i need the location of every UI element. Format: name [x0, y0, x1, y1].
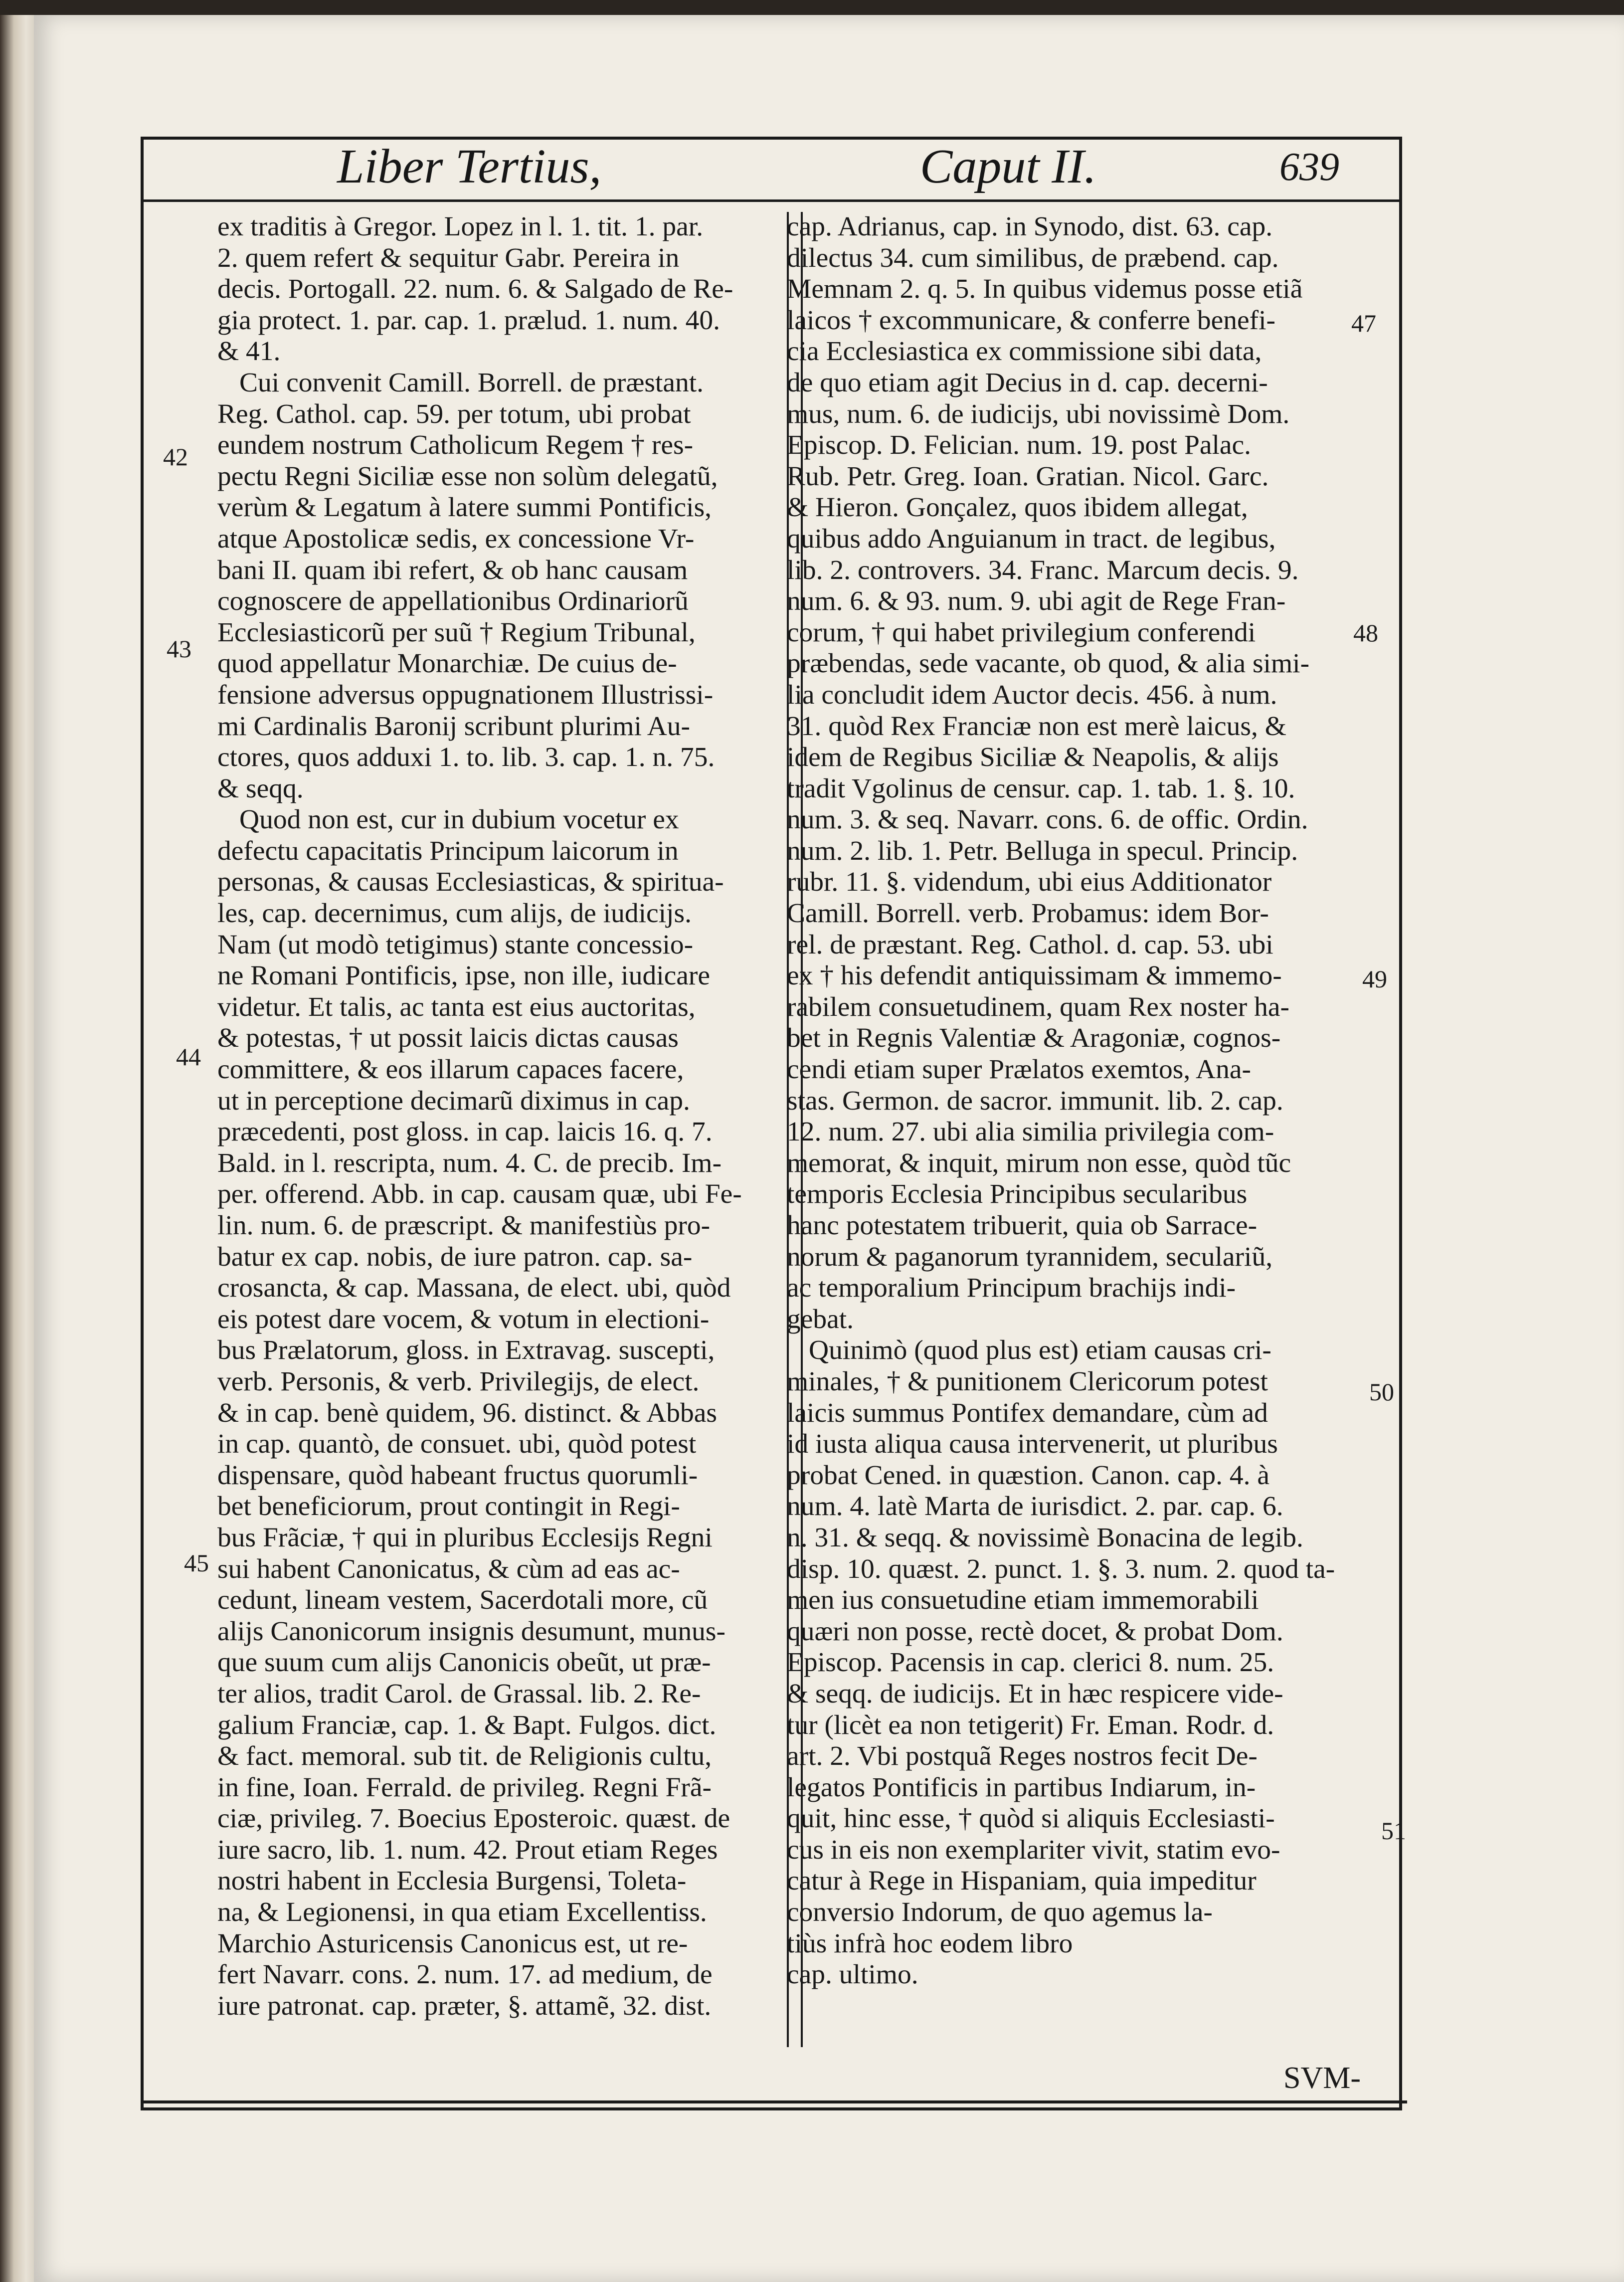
text-line: Memnam 2. q. 5. In quibus videmus posse etiã — [787, 274, 1303, 305]
text-line: lia concludit idem Auctor decis. 456. à num. — [787, 679, 1277, 710]
text-line: committere, & eos illarum capaces facere, — [217, 1054, 684, 1085]
text-line: Camill. Borrell. verb. Probamus: idem Bor- — [787, 898, 1269, 929]
text-line: Rub. Petr. Greg. Ioan. Gratian. Nicol. Garc. — [787, 461, 1269, 492]
text-line: tiùs infrà hoc eodem libro — [787, 1928, 1073, 1959]
text-line: cap. Adrianus, cap. in Synodo, dist. 63. cap. — [787, 211, 1273, 242]
text-line: eundem nostrum Catholicum Regem † res- — [217, 430, 694, 461]
text-line: ex traditis à Gregor. Lopez in l. 1. tit. 1. par. — [217, 211, 704, 242]
text-line: sui habent Canonicatus, & cùm ad eas ac- — [217, 1553, 680, 1584]
text-line: ctores, quos adduxi 1. to. lib. 3. cap. 1. n. 75. — [217, 742, 715, 773]
text-line: idem de Regibus Siciliæ & Neapolis, & alijs — [787, 742, 1279, 773]
text-line: quæri non posse, rectè docet, & probat Dom. — [787, 1616, 1283, 1647]
text-line: bus Frãciæ, † qui in pluribus Ecclesijs Regni — [217, 1522, 713, 1553]
text-line: legatos Pontificis in partibus Indiarum, in- — [787, 1772, 1256, 1803]
text-line: ut in perceptione decimarũ diximus in cap. — [217, 1085, 690, 1116]
text-line: dilectus 34. cum similibus, de præbend. cap. — [787, 242, 1279, 273]
text-line: quit, hinc esse, † quòd si aliquis Ecclesiasti- — [787, 1803, 1275, 1834]
text-line: quod appellatur Monarchiæ. De cuius de- — [217, 648, 677, 679]
catchword: SVM- — [1283, 2061, 1361, 2095]
text-line: conversio Indorum, de quo agemus la- — [787, 1897, 1213, 1928]
text-line: bani II. quam ibi refert, & ob hanc causam — [217, 555, 688, 585]
text-line: gia protect. 1. par. cap. 1. prælud. 1. num. 40. — [217, 305, 721, 336]
margin-number: 42 — [163, 443, 188, 471]
text-line: Quinimò (quod plus est) etiam causas cri- — [809, 1335, 1271, 1366]
text-line: disp. 10. quæst. 2. punct. 1. §. 3. num. 2. quod ta- — [787, 1553, 1335, 1584]
text-line: cedunt, lineam vestem, Sacerdotali more, cũ — [217, 1585, 708, 1616]
text-line: galium Franciæ, cap. 1. & Bapt. Fulgos. dict. — [217, 1710, 717, 1740]
text-line: mus, num. 6. de iudicijs, ubi novissimè Dom. — [787, 398, 1290, 429]
text-line: cap. ultimo. — [787, 1959, 918, 1990]
text-line: personas, & causas Ecclesiasticas, & spiritua- — [217, 867, 724, 898]
text-line: mi Cardinalis Baronij scribunt plurimi Au- — [217, 711, 691, 742]
text-line: cognoscere de appellationibus Ordinariorũ — [217, 586, 689, 617]
text-line: laicis summus Pontifex demandare, cùm ad — [787, 1397, 1268, 1428]
text-line: art. 2. Vbi postquã Reges nostros fecit De- — [787, 1741, 1258, 1772]
text-line: tur (licèt ea non tetigerit) Fr. Eman. Rodr. d. — [787, 1710, 1274, 1740]
text-line: & 41. — [217, 336, 281, 367]
text-line: men ius consuetudine etiam immemorabili — [787, 1585, 1259, 1616]
text-line: Reg. Cathol. cap. 59. per totum, ubi probat — [217, 398, 691, 429]
left-column — [217, 211, 791, 2022]
text-line: Cui convenit Camill. Borrell. de præstant. — [239, 367, 704, 398]
margin-number: 50 — [1369, 1378, 1394, 1406]
text-line: num. 2. lib. 1. Petr. Belluga in specul. Princip. — [787, 835, 1298, 866]
text-line: ciæ, privileg. 7. Boecius Eposteroic. quæst. de — [217, 1803, 730, 1834]
text-line: decis. Portogall. 22. num. 6. & Salgado de Re- — [217, 274, 733, 305]
text-line: minales, † & punitionem Clericorum potest — [787, 1366, 1268, 1397]
text-line: verb. Personis, & verb. Privilegijs, de elect. — [217, 1366, 700, 1397]
text-line: fert Navarr. cons. 2. num. 17. ad medium, de — [217, 1959, 713, 1990]
text-line: batur ex cap. nobis, de iure patron. cap. sa- — [217, 1241, 693, 1272]
right-column — [787, 211, 1355, 1991]
margin-number: 47 — [1351, 309, 1376, 337]
text-line: lin. num. 6. de præscript. & manifestiùs pro- — [217, 1210, 711, 1241]
text-line: crosancta, & cap. Massana, de elect. ubi, quòd — [217, 1273, 731, 1304]
text-line: bet in Regnis Valentiæ & Aragoniæ, cognos- — [787, 1023, 1281, 1054]
text-line: ac temporalium Principum brachijs indi- — [787, 1273, 1236, 1304]
text-line: temporis Ecclesia Principibus secularibus — [787, 1179, 1248, 1210]
text-line: tradit Vgolinus de censur. cap. 1. tab. 1. §. 10. — [787, 773, 1295, 804]
bottom-rule — [141, 2100, 1407, 2103]
text-line: Marchio Asturicensis Canonicus est, ut re- — [217, 1928, 688, 1959]
text-line: in fine, Ioan. Ferrald. de privileg. Regni Frã- — [217, 1772, 712, 1803]
text-line: alijs Canonicorum insignis desumunt, munus- — [217, 1616, 725, 1647]
text-line: videtur. Et talis, ac tanta est eius auctoritas, — [217, 991, 696, 1022]
text-line: & Hieron. Gonçalez, quos ibidem allegat, — [787, 492, 1248, 523]
text-line: num. 3. & seq. Navarr. cons. 6. de offic. Ordin. — [787, 804, 1308, 835]
text-line: num. 6. & 93. num. 9. ubi agit de Rege Fran- — [787, 586, 1286, 617]
text-line: cia Ecclesiastica ex commissione sibi data, — [787, 336, 1262, 367]
text-line: 2. quem refert & sequitur Gabr. Pereira in — [217, 242, 680, 273]
text-line: Bald. in l. rescripta, num. 4. C. de precib. Im- — [217, 1147, 722, 1178]
text-line: les, cap. decernimus, cum alijs, de iudicijs. — [217, 898, 692, 929]
header-rule — [141, 199, 1402, 202]
text-line: catur à Rege in Hispaniam, quia impeditur — [787, 1866, 1257, 1897]
text-line: que suum cum alijs Canonicis obeũt, ut præ- — [217, 1647, 711, 1678]
text-line: & seqq. de iudicijs. Et in hæc respicere vide- — [787, 1678, 1283, 1709]
margin-number: 45 — [184, 1549, 209, 1577]
text-line: Nam (ut modò tetigimus) stante concessio- — [217, 929, 694, 960]
text-line: per. offerend. Abb. in cap. causam quæ, ubi Fe- — [217, 1179, 742, 1210]
text-line: quibus addo Anguianum in tract. de legibus, — [787, 523, 1276, 554]
text-line: bus Prælatorum, gloss. in Extravag. suscepti, — [217, 1335, 715, 1366]
text-line: na, & Legionensi, in qua etiam Excellentiss. — [217, 1897, 707, 1928]
text-line: norum & paganorum tyrannidem, seculariũ, — [787, 1241, 1273, 1272]
text-line: ex † his defendit antiquissimam & immemo- — [787, 960, 1282, 991]
text-line: hanc potestatem tribuerit, quia ob Sarrace- — [787, 1210, 1258, 1241]
text-line: cus in eis non exemplariter vivit, statim evo- — [787, 1834, 1280, 1865]
page-number: 639 — [1279, 145, 1339, 189]
running-head-chapter: Caput II. — [920, 140, 1096, 193]
text-line: verùm & Legatum à latere summi Pontificis, — [217, 492, 712, 523]
text-line: probat Cened. in quæstion. Canon. cap. 4. à — [787, 1460, 1269, 1491]
text-line: memorat, & inquit, mirum non esse, quòd tũc — [787, 1147, 1291, 1178]
margin-number: 49 — [1362, 965, 1387, 993]
text-line: præcedenti, post gloss. in cap. laicis 16. q. 7. — [217, 1117, 713, 1147]
text-line: laicos † excommunicare, & conferre benefi- — [787, 305, 1276, 336]
text-line: Quod non est, cur in dubium vocetur ex — [239, 804, 679, 835]
text-line: num. 4. latè Marta de iurisdict. 2. par. cap. 6. — [787, 1491, 1283, 1522]
running-head-book: Liber Tertius, — [337, 140, 602, 193]
text-line: ne Romani Pontificis, ipse, non ille, iudicare — [217, 960, 711, 991]
text-line: gebat. — [787, 1304, 854, 1334]
margin-number: 48 — [1353, 619, 1378, 647]
text-line: & potestas, † ut possit laicis dictas causas — [217, 1023, 679, 1054]
text-line: rabilem consuetudinem, quam Rex noster ha- — [787, 991, 1289, 1022]
text-line: rubr. 11. §. videndum, ubi eius Additionator — [787, 867, 1272, 898]
text-line: stas. Germon. de sacror. immunit. lib. 2. cap. — [787, 1085, 1283, 1116]
margin-number: 51 — [1381, 1817, 1406, 1845]
text-line: & fact. memoral. sub tit. de Religionis cultu, — [217, 1741, 712, 1772]
text-line: 31. quòd Rex Franciæ non est merè laicus, & — [787, 711, 1286, 742]
text-line: rel. de præstant. Reg. Cathol. d. cap. 53. ubi — [787, 929, 1273, 960]
text-line: pectu Regni Siciliæ esse non solùm delegatũ, — [217, 461, 718, 492]
text-line: fensione adversus oppugnationem Illustrissi- — [217, 679, 714, 710]
text-line: de quo etiam agit Decius in d. cap. decerni- — [787, 367, 1268, 398]
text-line: in cap. quantò, de consuet. ubi, quòd potest — [217, 1429, 697, 1460]
text-line: cendi etiam super Prælatos exemtos, Ana- — [787, 1054, 1251, 1085]
text-line: ter alios, tradit Carol. de Grassal. lib. 2. Re- — [217, 1678, 701, 1709]
text-line: bet beneficiorum, prout contingit in Regi- — [217, 1491, 680, 1522]
margin-number: 44 — [176, 1043, 201, 1071]
text-line: & in cap. benè quidem, 96. distinct. & Abbas — [217, 1397, 717, 1428]
text-line: præbendas, sede vacante, ob quod, & alia simi- — [787, 648, 1310, 679]
text-line: Ecclesiasticorũ per suũ † Regium Tribunal, — [217, 617, 696, 648]
text-line: id iusta aliqua causa intervenerit, ut pluribus — [787, 1429, 1278, 1460]
text-line: eis potest dare vocem, & votum in electioni- — [217, 1304, 710, 1334]
text-line: iure patronat. cap. præter, §. attamẽ, 32. dist. — [217, 1990, 712, 2021]
text-line: defectu capacitatis Principum laicorum in — [217, 835, 679, 866]
page-fore-edge — [0, 15, 35, 2282]
text-line: Episcop. Pacensis in cap. clerici 8. num. 25. — [787, 1647, 1274, 1678]
text-line: lib. 2. controvers. 34. Franc. Marcum decis. 9. — [787, 555, 1299, 585]
margin-number: 43 — [167, 635, 191, 663]
text-line: iure sacro, lib. 1. num. 42. Prout etiam Reges — [217, 1834, 718, 1865]
text-line: & seqq. — [217, 773, 304, 804]
text-line: dispensare, quòd habeant fructus quorumli- — [217, 1460, 698, 1491]
text-line: nostri habent in Ecclesia Burgensi, Toleta- — [217, 1866, 687, 1897]
text-line: corum, † qui habet privilegium conferendi — [787, 617, 1256, 648]
text-line: Episcop. D. Felician. num. 19. post Palac. — [787, 430, 1252, 461]
text-line: atque Apostolicæ sedis, ex concessione Vr- — [217, 523, 695, 554]
text-line: 12. num. 27. ubi alia similia privilegia com- — [787, 1117, 1274, 1147]
text-line: n. 31. & seqq. & novissimè Bonacina de legib. — [787, 1522, 1303, 1553]
